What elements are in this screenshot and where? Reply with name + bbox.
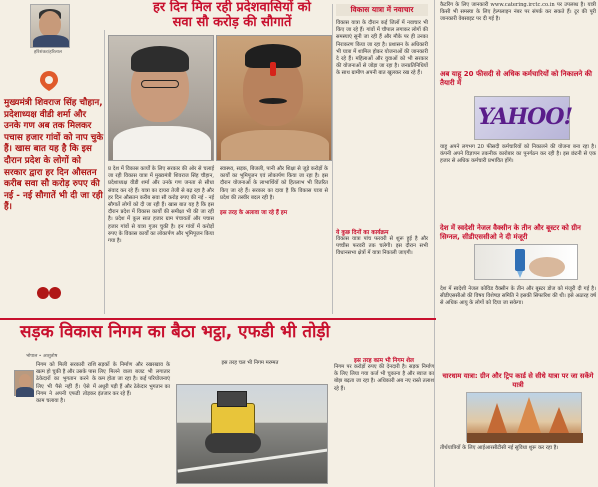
roller-cab (217, 391, 247, 407)
bottom-story-column-2: सड़कों के निर्माण और रखरखाव के लिए मिलने वाला बजट भी लगातार कम होता जा रहा है। कई परियोजनाएं अधूरी पड़ी हैं और ठेकेदार भुगतान का इंतजार कर रहे हैं। (98, 362, 170, 397)
vikas-column-text: विकास यात्रा के दौरान कई जिलों में नवाचार भी किए जा रहे हैं। गांवों में चौपाल लगाकर लोगों की समस्याएं सुनी जा रही हैं और मौके पर ही उनका निराकरण किया जा रहा है। प्रशासन के अधिकारी भी यात्रा में शामिल होकर योजनाओं की जानकारी दे रहे हैं। महिलाओं और युवाओं को भी सरकार की योजनाओं से जोड़ा जा रहा है। जनप्रतिनिधियों के साथ ग्रामीण अपनी बात खुलकर रख रहे हैं। (336, 20, 428, 77)
president-tilak (270, 62, 276, 76)
column-divider (434, 0, 435, 487)
vikas-subhead: विकास यात्रा में नवाचार (350, 5, 414, 14)
president-kurta (221, 130, 329, 161)
president-mustache (259, 98, 287, 104)
dropper-icon (475, 245, 579, 281)
bottom-subhead: इस तरह काम भी निगम शेल (354, 358, 414, 364)
vaccine-story-text: देश में स्वदेशी नेजल कोविड वैक्सीन के तीन और बूस्टर डोज को मंजूरी दी गई है। सीडीएससीओ की विषय विशेषज्ञ समिति ने इसकी सिफारिश की थी। इसे अठारह वर्ष से अधिक आयु के लोगों को दिया जा सकेगा। (440, 286, 596, 307)
reporter-face (19, 374, 31, 388)
columnist-portrait (30, 4, 70, 48)
pull-quote: मुख्यमंत्री शिवराज सिंह चौहान, प्रदेशाध्यक्ष वीडी शर्मा और उनके गण अब तक मिलकर पचास हजार गांवों को नाप चुके हैं। खास बात यह है कि इस दौरान प्रदेश के लोगों को सरकार द्वारा हर दिन औसतन करीब सवा सौ करोड़ रुपए की नई - नई सौगातें भी दी जा रही हैं। (4, 98, 104, 213)
top-story-column-2-text: स्वास्थ्य, सड़क, बिजली, पानी और शिक्षा से जुड़े करोड़ों के कार्यों का भूमिपूजन एवं लोकार्पण किया जा रहा है। इस दौरान योजनाओं के लाभार्थियों को हितलाभ भी वितरित किए जा रहे हैं। सरकार का दावा है कि विकास यात्रा से प्रदेश की तस्वीर बदल रही है। (220, 166, 328, 201)
top-headline-line2: सवा सौ करोड़ की सौगातें (172, 15, 292, 30)
bottom-story-column-1: निगम को मिली सरकारी राशि खत्म हो चुकी है और उसके पास ठेकेदारों का भुगतान करने के लिए भी पैसे नहीं हैं। ऐसे में निगम ने अपनी एफडी तोड़कर काम चलाया है। (36, 362, 96, 405)
quote-mark-icon (36, 284, 62, 302)
bottom-story-column-4: निगम पर करोड़ों रुपए की देनदारी है। सड़क निर्माण के लिए लिया गया कर्ज भी चुकाना है और ब्याज का बोझ बढ़ता जा रहा है। अधिकारी अब नए रास्ते तलाश रहे हैं। (334, 364, 434, 392)
top-story-column-2 (220, 166, 328, 216)
columnist-byline: हरिशंकर/हरिलाल (34, 50, 62, 55)
yahoo-headline: अब याहू 20 फीसदी से अधिक कर्मचारियों को निकालने की तैयारी में (440, 70, 592, 87)
portrait-shirt (33, 35, 69, 48)
party-president-photo (216, 35, 332, 161)
roller-drum (205, 433, 261, 453)
temple-icon (467, 393, 583, 443)
portrait-face (39, 11, 61, 37)
vaccine-headline: देश में स्वदेशी नेजल वैक्सीन के तीन और बूस्टर को ग्रीन सिग्नल, सीडीएससीओ ने दी मंजूरी (440, 224, 581, 241)
vikas-subhead-2: ये कुछ दिनों का कार्यक्रम (336, 230, 389, 236)
vikas-column-text-2: विकास यात्रा पांच फरवरी से शुरू हुई है और पच्चीस फरवरी तक चलेगी। इस दौरान सभी विधानसभा क्षेत्रों में यात्रा निकाली जाएगी। (336, 236, 428, 257)
bottom-headline: सड़क विकास निगम का बैठा भट्ठा, एफडी भी तोड़ी (20, 322, 330, 342)
road-roller-photo (176, 384, 328, 484)
yahoo-story-text: याहू अपने लगभग 20 फीसदी कर्मचारियों को निकालने की योजना बना रहा है। कंपनी अपने विज्ञापन तकनीक कारोबार का पुनर्गठन कर रही है। इस छंटनी से एक हजार से अधिक कर्मचारी प्रभावित होंगे। (440, 144, 596, 165)
top-story-subhead: इस तरह के अलावा जा रहे हैं हम (220, 210, 288, 217)
yahoo-logo: YAHOO! (478, 104, 573, 130)
cm-glasses (141, 80, 179, 88)
chief-minister-photo (108, 35, 214, 161)
column-divider (332, 4, 333, 314)
reporter-portrait (14, 370, 34, 396)
top-headline (118, 0, 346, 30)
catering-text: कैटरिंग के लिए जानकारी www.catering.irctc.co.in पर उपलब्ध है। यात्री किसी भी समस्या के लिए हेल्पलाइन नंबर पर संपर्क कर सकते हैं। टूर की पूरी जानकारी वेबसाइट पर दी गई है। (440, 2, 596, 23)
cm-hair (131, 46, 189, 72)
bottom-byline: भोपाल • आशुतोष (26, 354, 58, 359)
tour-photo (466, 392, 582, 442)
location-pin-icon (38, 70, 60, 92)
top-headline-line1: हर दिन मिल रही प्रदेशवासियों को (152, 0, 312, 15)
section-rule (0, 318, 436, 320)
nasal-vaccine-photo (474, 244, 578, 280)
cm-kurta (113, 126, 211, 161)
column-divider (104, 30, 105, 314)
reporter-shirt (16, 387, 34, 397)
tour-story-text: तीर्थयात्रियों के लिए आईआरसीटीसी नई सुविधा शुरू कर रहा है। (440, 445, 559, 451)
tour-headline: चारधाम यात्रा: ग्रीन और ट्रिप कार्ड से सीधे यात्रा पर जा सकेंगे यात्री (442, 372, 594, 389)
road-photo-caption: इस तरह चल भी निगम मरम्मत (221, 360, 279, 366)
top-story-column-1: प्र देश में विकास कार्यों के लिए सरकार की ओर से चलाई जा रही विकास यात्रा में मुख्यमंत्री शिवराज सिंह चौहान, प्रदेशाध्यक्ष वीडी शर्मा और उनके गण जनता से सीधा संवाद कर रहे हैं। यात्रा का दायरा तेजी से बढ़ रहा है और हर दिन औसतन करीब सवा सौ करोड़ रुपए की नई - नई सौगातें लोगों को दी जा रही हैं। खास बात यह है कि इस दौरान प्रदेश में विकास कार्यों की समीक्षा भी की जा रही है। प्रदेश में कुल सात हजार ग्राम पंचायतों और पचास हजार गांवों से यात्रा गुजर चुकी है। इन गांवों में करोड़ों रुपए के विकास कार्यों का लोकार्पण और भूमिपूजन किया गया है। (108, 166, 214, 245)
